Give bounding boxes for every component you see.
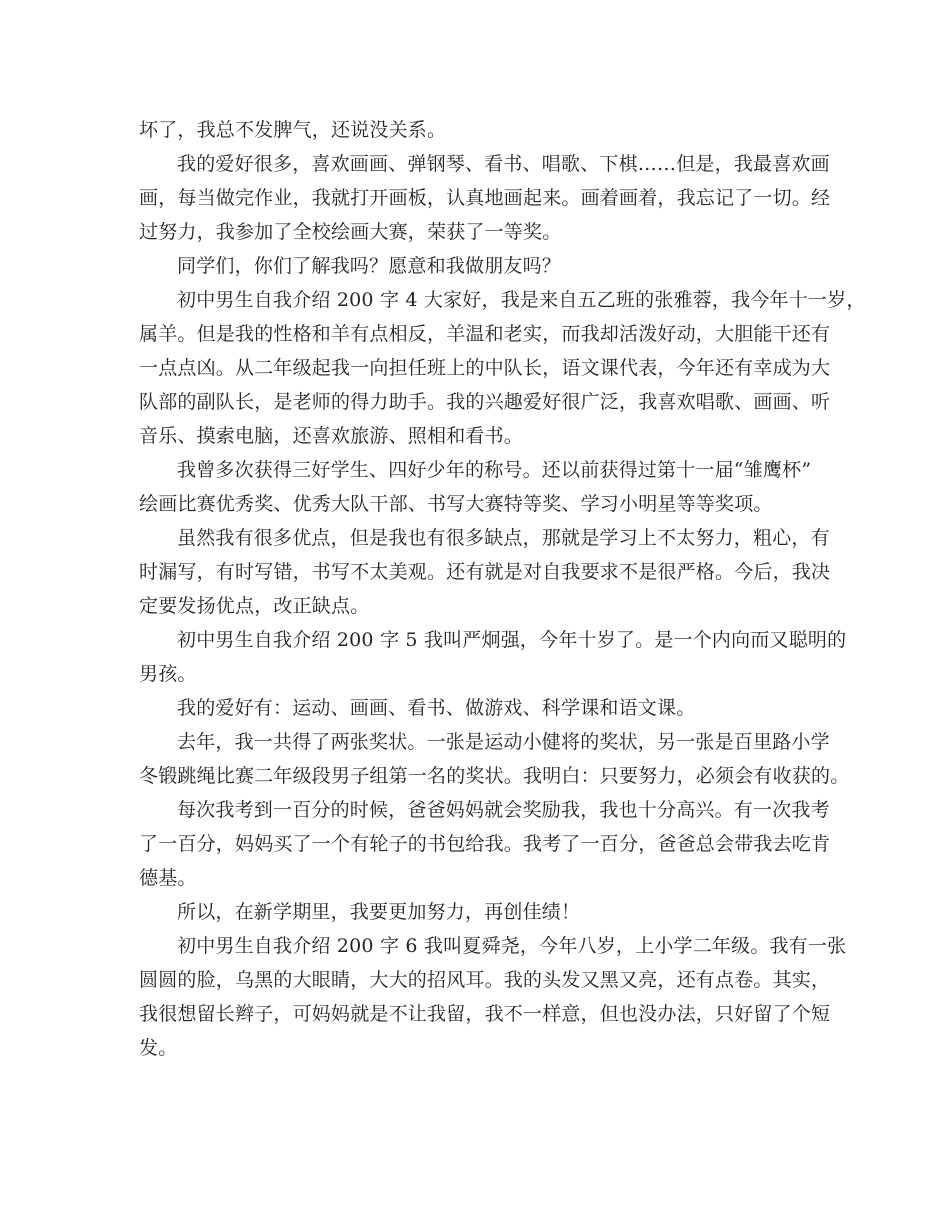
text-line: 圆圆的脸，乌黑的大眼睛，大大的招风耳。我的头发又黑又亮，还有点卷。其实， <box>139 969 831 991</box>
text-line: 男孩。 <box>139 663 197 685</box>
text-line: 发。 <box>139 1037 178 1059</box>
text-line: 属羊。但是我的性格和羊有点相反，羊温和老实，而我却活泼好动，大胆能干还有 <box>139 323 831 345</box>
text-line: 我的爱好很多，喜欢画画、弹钢琴、看书、唱歌、下棋……但是，我最喜欢画 <box>177 153 830 175</box>
text-line: 了一百分，妈妈买了一个有轮子的书包给我。我考了一百分，爸爸总会带我去吃肯 <box>139 833 831 855</box>
text-line: 我很想留长辫子，可妈妈就是不让我留，我不一样意，但也没办法，只好留了个短 <box>139 1003 831 1025</box>
text-line: 时漏写，有时写错，书写不太美观。还有就是对自我要求不是很严格。今后，我决 <box>139 561 831 583</box>
text-line: 初中男生自我介绍 200 字 5 我叫严炯强，今年十岁了。是一个内向而又聪明的 <box>177 629 847 651</box>
text-line: 每次我考到一百分的时候，爸爸妈妈就会奖励我，我也十分高兴。有一次我考 <box>177 799 830 821</box>
text-line: 所以，在新学期里，我要更加努力，再创佳绩！ <box>177 901 581 923</box>
text-line: 初中男生自我介绍 200 字 4 大家好，我是来自五乙班的张雅蓉，我今年十一岁， <box>177 289 866 311</box>
text-line: 去年，我一共得了两张奖状。一张是运动小健将的奖状，另一张是百里路小学 <box>177 731 830 753</box>
text-line: 坏了，我总不发脾气，还说没关系。 <box>139 119 447 141</box>
text-line: 同学们，你们了解我吗？愿意和我做朋友吗？ <box>177 255 562 277</box>
text-line: 冬锻跳绳比赛二年级段男子组第一名的奖状。我明白：只要努力，必须会有收获的。 <box>139 765 850 787</box>
text-line: 我曾多次获得三好学生、四好少年的称号。还以前获得过第十一届“雏鹰杯” <box>177 459 812 481</box>
text-line: 德基。 <box>139 867 197 889</box>
text-line: 音乐、摸索电脑，还喜欢旅游、照相和看书。 <box>139 425 524 447</box>
text-line: 绘画比赛优秀奖、优秀大队干部、书写大赛特等奖、学习小明星等等奖项。 <box>139 493 773 515</box>
document-body <box>139 113 866 1065</box>
text-line: 虽然我有很多优点，但是我也有很多缺点，那就是学习上不太努力，粗心，有 <box>177 527 830 549</box>
text-line: 队部的副队长，是老师的得力助手。我的兴趣爱好很广泛，我喜欢唱歌、画画、听 <box>139 391 831 413</box>
text-line: 定要发扬优点，改正缺点。 <box>139 595 370 617</box>
text-line: 一点点凶。从二年级起我一向担任班上的中队长，语文课代表，今年还有幸成为大 <box>139 357 831 379</box>
text-line: 过努力，我参加了全校绘画大赛，荣获了一等奖。 <box>139 221 562 243</box>
text-line: 画，每当做完作业，我就打开画板，认真地画起来。画着画着，我忘记了一切。经 <box>139 187 831 209</box>
text-line: 我的爱好有：运动、画画、看书、做游戏、科学课和语文课。 <box>177 697 696 719</box>
text-line: 初中男生自我介绍 200 字 6 我叫夏舜尧，今年八岁，上小学二年级。我有一张 <box>177 935 847 957</box>
